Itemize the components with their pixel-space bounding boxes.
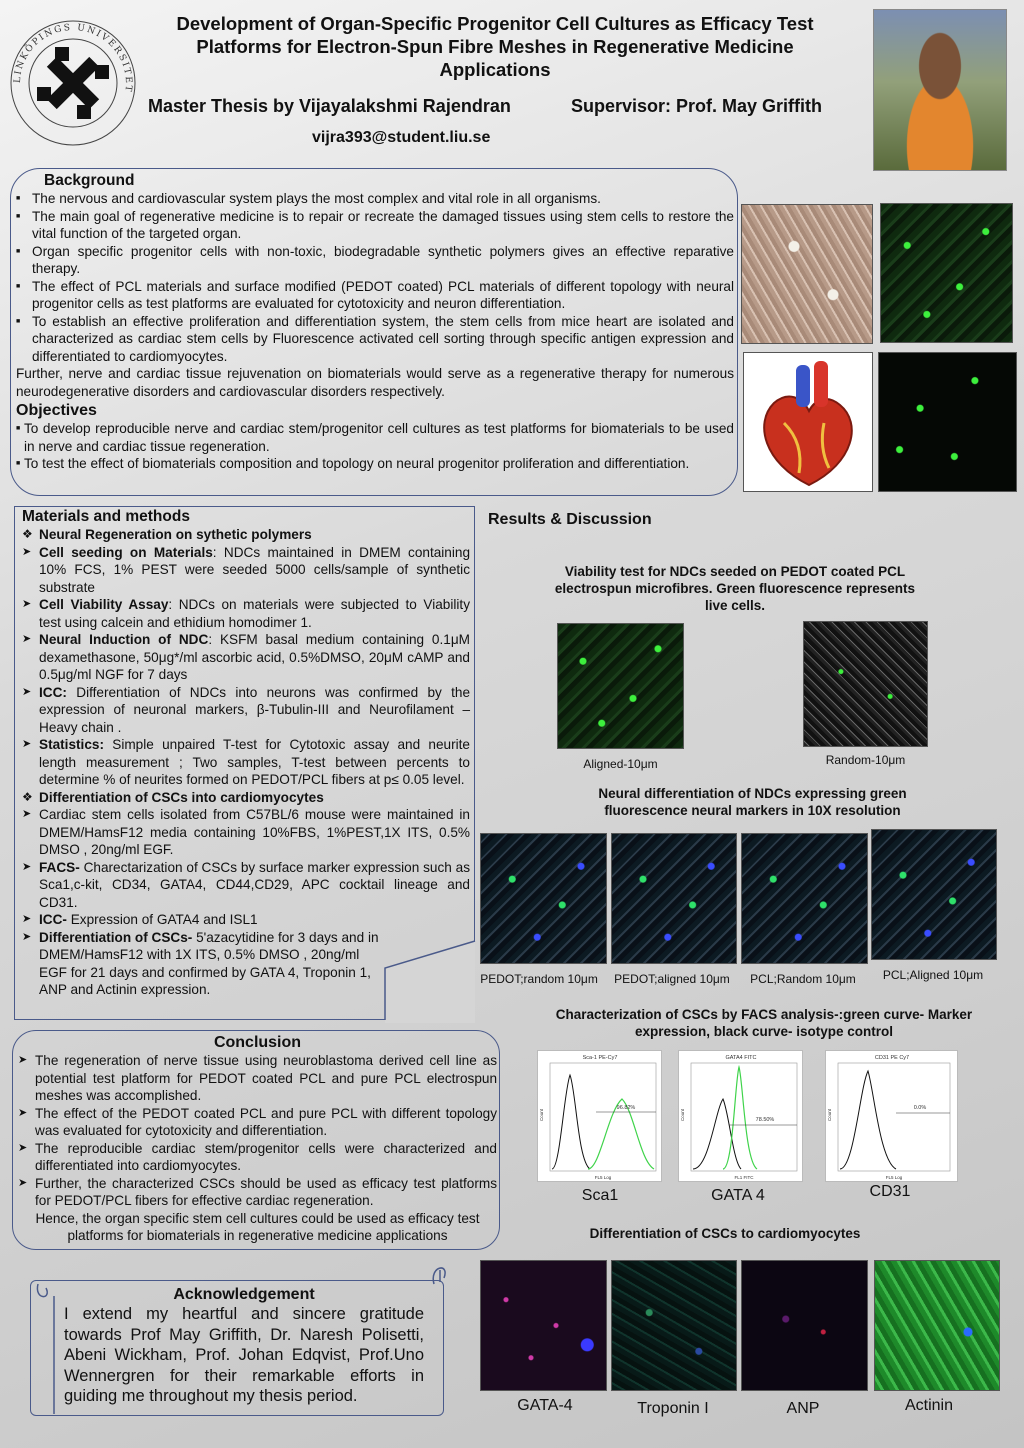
callout-pointer xyxy=(380,935,480,1025)
viability-aligned-image xyxy=(557,623,684,749)
viability-label: Random-10μm xyxy=(825,753,906,767)
facs-label: GATA 4 xyxy=(711,1187,765,1204)
objectives-heading: Objectives xyxy=(16,402,97,419)
facs-label: Sca1 xyxy=(581,1187,619,1204)
neural-label: PCL;Aligned 10μm xyxy=(882,968,984,982)
list-item: ■ Organ specific progenitor cells with non-toxic, biodegradable synthetic polymers gives an effective reparative therapy. xyxy=(16,243,734,278)
author-photo xyxy=(873,9,1007,171)
conclusion-hence: Hence, the organ specific stem cell cultures could be used as efficacy test platforms for biomaterials in regenerative medicine applications xyxy=(35,1210,480,1243)
svg-text:Count: Count xyxy=(539,1108,544,1121)
conclusion-section xyxy=(18,1034,497,1245)
list-item: ■ The nervous and cardiovascular system plays the most complex and vital role in all organisms. xyxy=(16,190,734,208)
svg-text:Count: Count xyxy=(827,1108,832,1121)
svg-text:FL5 Log: FL5 Log xyxy=(594,1175,612,1180)
viability-label: Aligned-10μm xyxy=(583,757,658,771)
facs-plot-gata4 xyxy=(678,1050,803,1182)
svg-text:FL1 FITC: FL1 FITC xyxy=(734,1175,754,1180)
list-item: ■ To establish an effective proliferation and differentiation system, the stem cells from mice heart are isolated and characterized as cardiac stem cells by Fluorescence activated cell sorting through specific antigen expression and differentiated to cardiomyocytes. xyxy=(16,313,734,366)
neural-methods-list xyxy=(22,544,470,789)
methods-heading: Materials and methods xyxy=(22,508,190,525)
diff-image-anp xyxy=(741,1260,868,1391)
list-item: ■ The main goal of regenerative medicine is to repair or recreate the damaged tissues using stem cells to restore the vital function of the targeted organ. xyxy=(16,208,734,243)
neural-image-1 xyxy=(480,833,607,964)
list-item: ➤ Differentiation of CSCs- 5'azacytidine for 3 days and in DMEM/HamsF12 with 1X ITS, 0.5% DMSO , 20ng/ml EGF for 21 days and confirmed by GATA 4, Troponin 1, ANP and Actinin expression. xyxy=(22,929,384,999)
facs-caption: Characterization of CSCs by FACS analysis-:green curve- Marker expression, black curve- isotype control xyxy=(555,1007,973,1039)
neural-image-3 xyxy=(741,833,868,964)
neural-heading: ❖ Neural Regeneration on sythetic polymers xyxy=(22,526,470,544)
cardiac-heading: ❖ Differentiation of CSCs into cardiomyocytes xyxy=(22,789,470,807)
list-item: ➤ ICC- Expression of GATA4 and ISL1 xyxy=(22,911,470,929)
conclusion-list xyxy=(18,1052,497,1210)
facs-label: CD31 xyxy=(869,1183,911,1200)
neural-image-4 xyxy=(871,829,997,960)
list-item: ■ The effect of PCL materials and surface modified (PEDOT coated) PCL materials of different topology with neural progenitor cells as test platforms are evaluated for cytotoxicity and neuron differentiation. xyxy=(16,278,734,313)
poster-title: Development of Organ-Specific Progenitor Cell Cultures as Efficacy Test Platforms for Electron-Spun Fibre Meshes in Regenerative Medicine Applications xyxy=(176,13,814,80)
svg-text:Count: Count xyxy=(680,1108,685,1121)
fluorescence-cells-image xyxy=(878,352,1017,492)
neural-caption: Neural differentiation of NDCs expressing green fluorescence neural markers in 10X resolution xyxy=(598,786,907,818)
list-item: ➤ The reproducible cardiac stem/progenitor cells were characterized and differentiated into cardiomyocytes. xyxy=(18,1140,497,1175)
background-heading: Background xyxy=(44,172,135,189)
svg-text:Sca-1 PE-Cy7: Sca-1 PE-Cy7 xyxy=(582,1055,618,1061)
diff-image-gata4 xyxy=(480,1260,607,1391)
list-item: ➤ Further, the characterized CSCs should be used as efficacy test platforms for PEDOT/PCL fibers for effective cardiac regeneration. xyxy=(18,1175,497,1210)
list-item: ■ To develop reproducible nerve and cardiac stem/progenitor cell cultures as test platforms for biomaterials to be used in nerve and cardiac tissue regeneration. xyxy=(16,420,734,455)
background-list xyxy=(16,190,734,365)
diff-label: GATA-4 xyxy=(517,1397,573,1414)
logo-text: LINKÖPINGS UNIVERSITET xyxy=(12,22,134,94)
list-item: ➤ Neural Induction of NDC: KSFM basal medium containing 0.1μM dexamethasone, 50μg*/ml ascorbic acid, 0.5%DMSO, 20μM cAMP and 0.5μg/ml NGF for 7 days xyxy=(22,631,470,684)
svg-text:GATA4 FITC: GATA4 FITC xyxy=(725,1055,757,1061)
email: vijra393@student.liu.se xyxy=(312,129,491,146)
list-item: ➤ Statistics: Simple unpaired T-test for Cytotoxic assay and neurite length measurement ; Two samples, T-test between percents to determine % of neurites formed on PEDOT/PCL fibers at p≤ 0.05 level. xyxy=(22,736,470,789)
methods-section xyxy=(22,508,470,999)
list-item: ➤ The effect of the PEDOT coated PCL and pure PCL with different topology was evaluated for cytotoxicity and differentiation. xyxy=(18,1105,497,1140)
neural-image-2 xyxy=(611,833,737,964)
heart-illustration xyxy=(743,352,873,492)
conclusion-heading: Conclusion xyxy=(213,1034,302,1051)
svg-text:0.0%: 0.0% xyxy=(913,1105,927,1111)
objectives-list xyxy=(16,420,734,473)
list-item: ➤ Cell Viability Assay: NDCs on materials were subjected to Viability test using calcein and ethidium homodimer 1. xyxy=(22,596,470,631)
diff-label: Troponin I xyxy=(637,1400,709,1417)
facs-plot-cd31 xyxy=(825,1050,958,1182)
svg-text:96.82%: 96.82% xyxy=(616,1105,636,1111)
neuron-photo xyxy=(741,204,873,344)
facs-plot-sca1 xyxy=(537,1050,662,1182)
green-fluorescence-image xyxy=(880,203,1013,343)
author: Master Thesis by Vijayalakshmi Rajendran xyxy=(148,96,511,116)
list-item: ➤ Cardiac stem cells isolated from C57BL/6 mouse were maintained in DMEM/HamsF12 media containing 10%FBS, 1%PEST,1X ITS, 0.5% DMSO , 20ng/ml EGF. xyxy=(22,806,470,859)
diff-label: Actinin xyxy=(904,1397,954,1414)
acknowledgement-text: I extend my heartful and sincere gratitude towards Prof May Griffith, Dr. Naresh Polisetti, Abeni Wickham, Prof. Johan Edqvist, Prof.Uno Wennergren for their remarkable efforts in guiding me throughout my thesis period. xyxy=(64,1305,424,1405)
university-logo xyxy=(8,18,138,148)
supervisor: Supervisor: Prof. May Griffith xyxy=(571,96,823,116)
viability-random-image xyxy=(803,621,928,747)
background-section xyxy=(16,172,734,473)
acknowledgement-section xyxy=(64,1286,424,1407)
neural-label: PCL;Random 10μm xyxy=(750,972,856,986)
diff-image-actinin xyxy=(874,1260,1000,1391)
list-item: ➤ ICC: Differentiation of NDCs into neurons was confirmed by the expression of neuronal markers, β-Tubulin-III and Neurofilament – Heavy chain . xyxy=(22,684,470,737)
background-further: Further, nerve and cardiac tissue rejuvenation on biomaterials would serve as a regenerative therapy for numerous neurodegenerative disorders and cardiovascular disorders respectively. xyxy=(16,366,734,399)
neural-label: PEDOT;aligned 10μm xyxy=(614,972,730,986)
viability-caption: Viability test for NDCs seeded on PEDOT coated PCL electrospun microfibres. Green fluorescence represents live cells. xyxy=(554,564,916,613)
list-item: ➤ FACS- Charectarization of CSCs by surface marker expression such as Sca1,c-kit, CD34, GATA4, CD44,CD29, APC cocktail lineage and CD31. xyxy=(22,859,470,912)
diff-caption: Differentiation of CSCs to cardiomyocytes xyxy=(589,1226,861,1241)
list-item: ➤ Cell seeding on Materials: NDCs maintained in DMEM containing 10% FCS, 1% PEST were seeded 5000 cells/sample of synthetic substrate xyxy=(22,544,470,597)
neural-label: PEDOT;random 10μm xyxy=(480,972,598,986)
svg-text:FL5 Log: FL5 Log xyxy=(885,1175,903,1180)
svg-text:78.50%: 78.50% xyxy=(755,1117,775,1123)
results-heading: Results & Discussion xyxy=(488,511,652,528)
list-item: ■ To test the effect of biomaterials composition and topology on neural progenitor proliferation and differentiation. xyxy=(16,455,734,473)
acknowledgement-heading: Acknowledgement xyxy=(173,1286,315,1303)
diff-image-troponin xyxy=(611,1260,737,1391)
svg-text:CD31 PE Cy7: CD31 PE Cy7 xyxy=(874,1055,910,1061)
diff-label: ANP xyxy=(786,1400,820,1417)
list-item: ➤ The regeneration of nerve tissue using neuroblastoma derived cell line as potential test platform for PEDOT coated PCL and pure PCL electrospun meshes was accomplished. xyxy=(18,1052,497,1105)
